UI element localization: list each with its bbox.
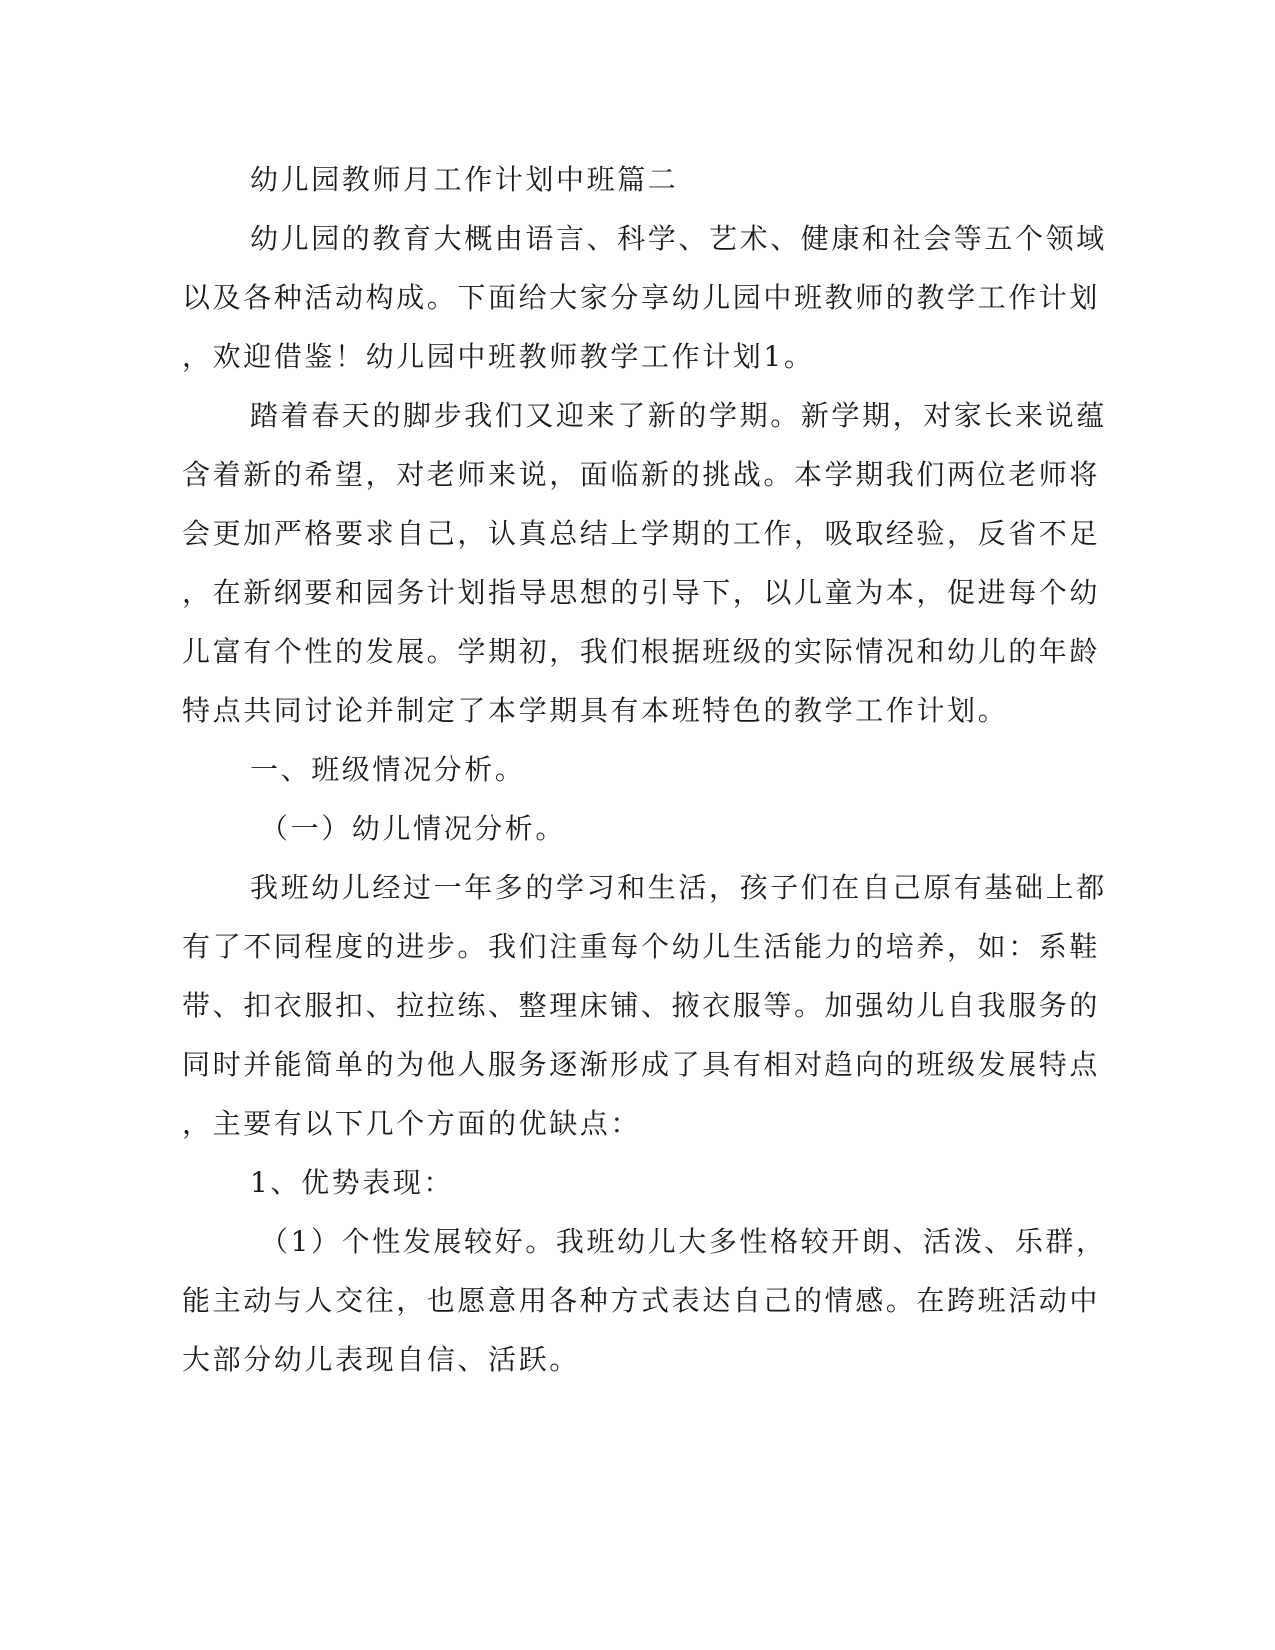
paragraph-line: 我班幼儿经过一年多的学习和生活，孩子们在自己原有基础上都 bbox=[250, 871, 1107, 904]
paragraph-line: 特点共同讨论并制定了本学期具有本班特色的教学工作计划。 bbox=[182, 694, 1009, 727]
paragraph-line: 大部分幼儿表现自信、活跃。 bbox=[182, 1343, 580, 1376]
paragraph-line: ，在新纲要和园务计划指导思想的引导下，以儿童为本，促进每个幼 bbox=[182, 576, 1101, 609]
section-heading: 一、班级情况分析。 bbox=[250, 753, 526, 786]
paragraph-line: 同时并能简单的为他人服务逐渐形成了具有相对趋向的班级发展特点 bbox=[182, 1048, 1101, 1081]
paragraph-line: ，主要有以下几个方面的优缺点： bbox=[182, 1107, 642, 1140]
paragraph-line: 含着新的希望，对老师来说，面临新的挑战。本学期我们两位老师将 bbox=[182, 458, 1101, 491]
paragraph-line: 能主动与人交往，也愿意用各种方式表达自己的情感。在跨班活动中 bbox=[182, 1284, 1101, 1317]
document-title: 幼儿园教师月工作计划中班篇二 bbox=[250, 163, 679, 196]
subsection-heading: （一）幼儿情况分析。 bbox=[260, 812, 567, 845]
paragraph-line: 儿富有个性的发展。学期初，我们根据班级的实际情况和幼儿的年龄 bbox=[182, 635, 1101, 668]
paragraph-line: ，欢迎借鉴！幼儿园中班教师教学工作计划1。 bbox=[182, 340, 815, 373]
paragraph-line: 踏着春天的脚步我们又迎来了新的学期。新学期，对家长来说蕴 bbox=[250, 399, 1107, 432]
paragraph-line: 带、扣衣服扣、拉拉练、整理床铺、掖衣服等。加强幼儿自我服务的 bbox=[182, 989, 1101, 1022]
paragraph-line: 会更加严格要求自己，认真总结上学期的工作，吸取经验，反省不足 bbox=[182, 517, 1101, 550]
list-heading: 1、优势表现： bbox=[250, 1166, 455, 1199]
paragraph-line: 幼儿园的教育大概由语言、科学、艺术、健康和社会等五个领域 bbox=[250, 222, 1107, 255]
paragraph-line: 有了不同程度的进步。我们注重每个幼儿生活能力的培养，如：系鞋 bbox=[182, 930, 1101, 963]
paragraph-line: （1）个性发展较好。我班幼儿大多性格较开朗、活泼、乐群， bbox=[260, 1225, 1107, 1258]
paragraph-line: 以及各种活动构成。下面给大家分享幼儿园中班教师的教学工作计划 bbox=[182, 281, 1101, 314]
